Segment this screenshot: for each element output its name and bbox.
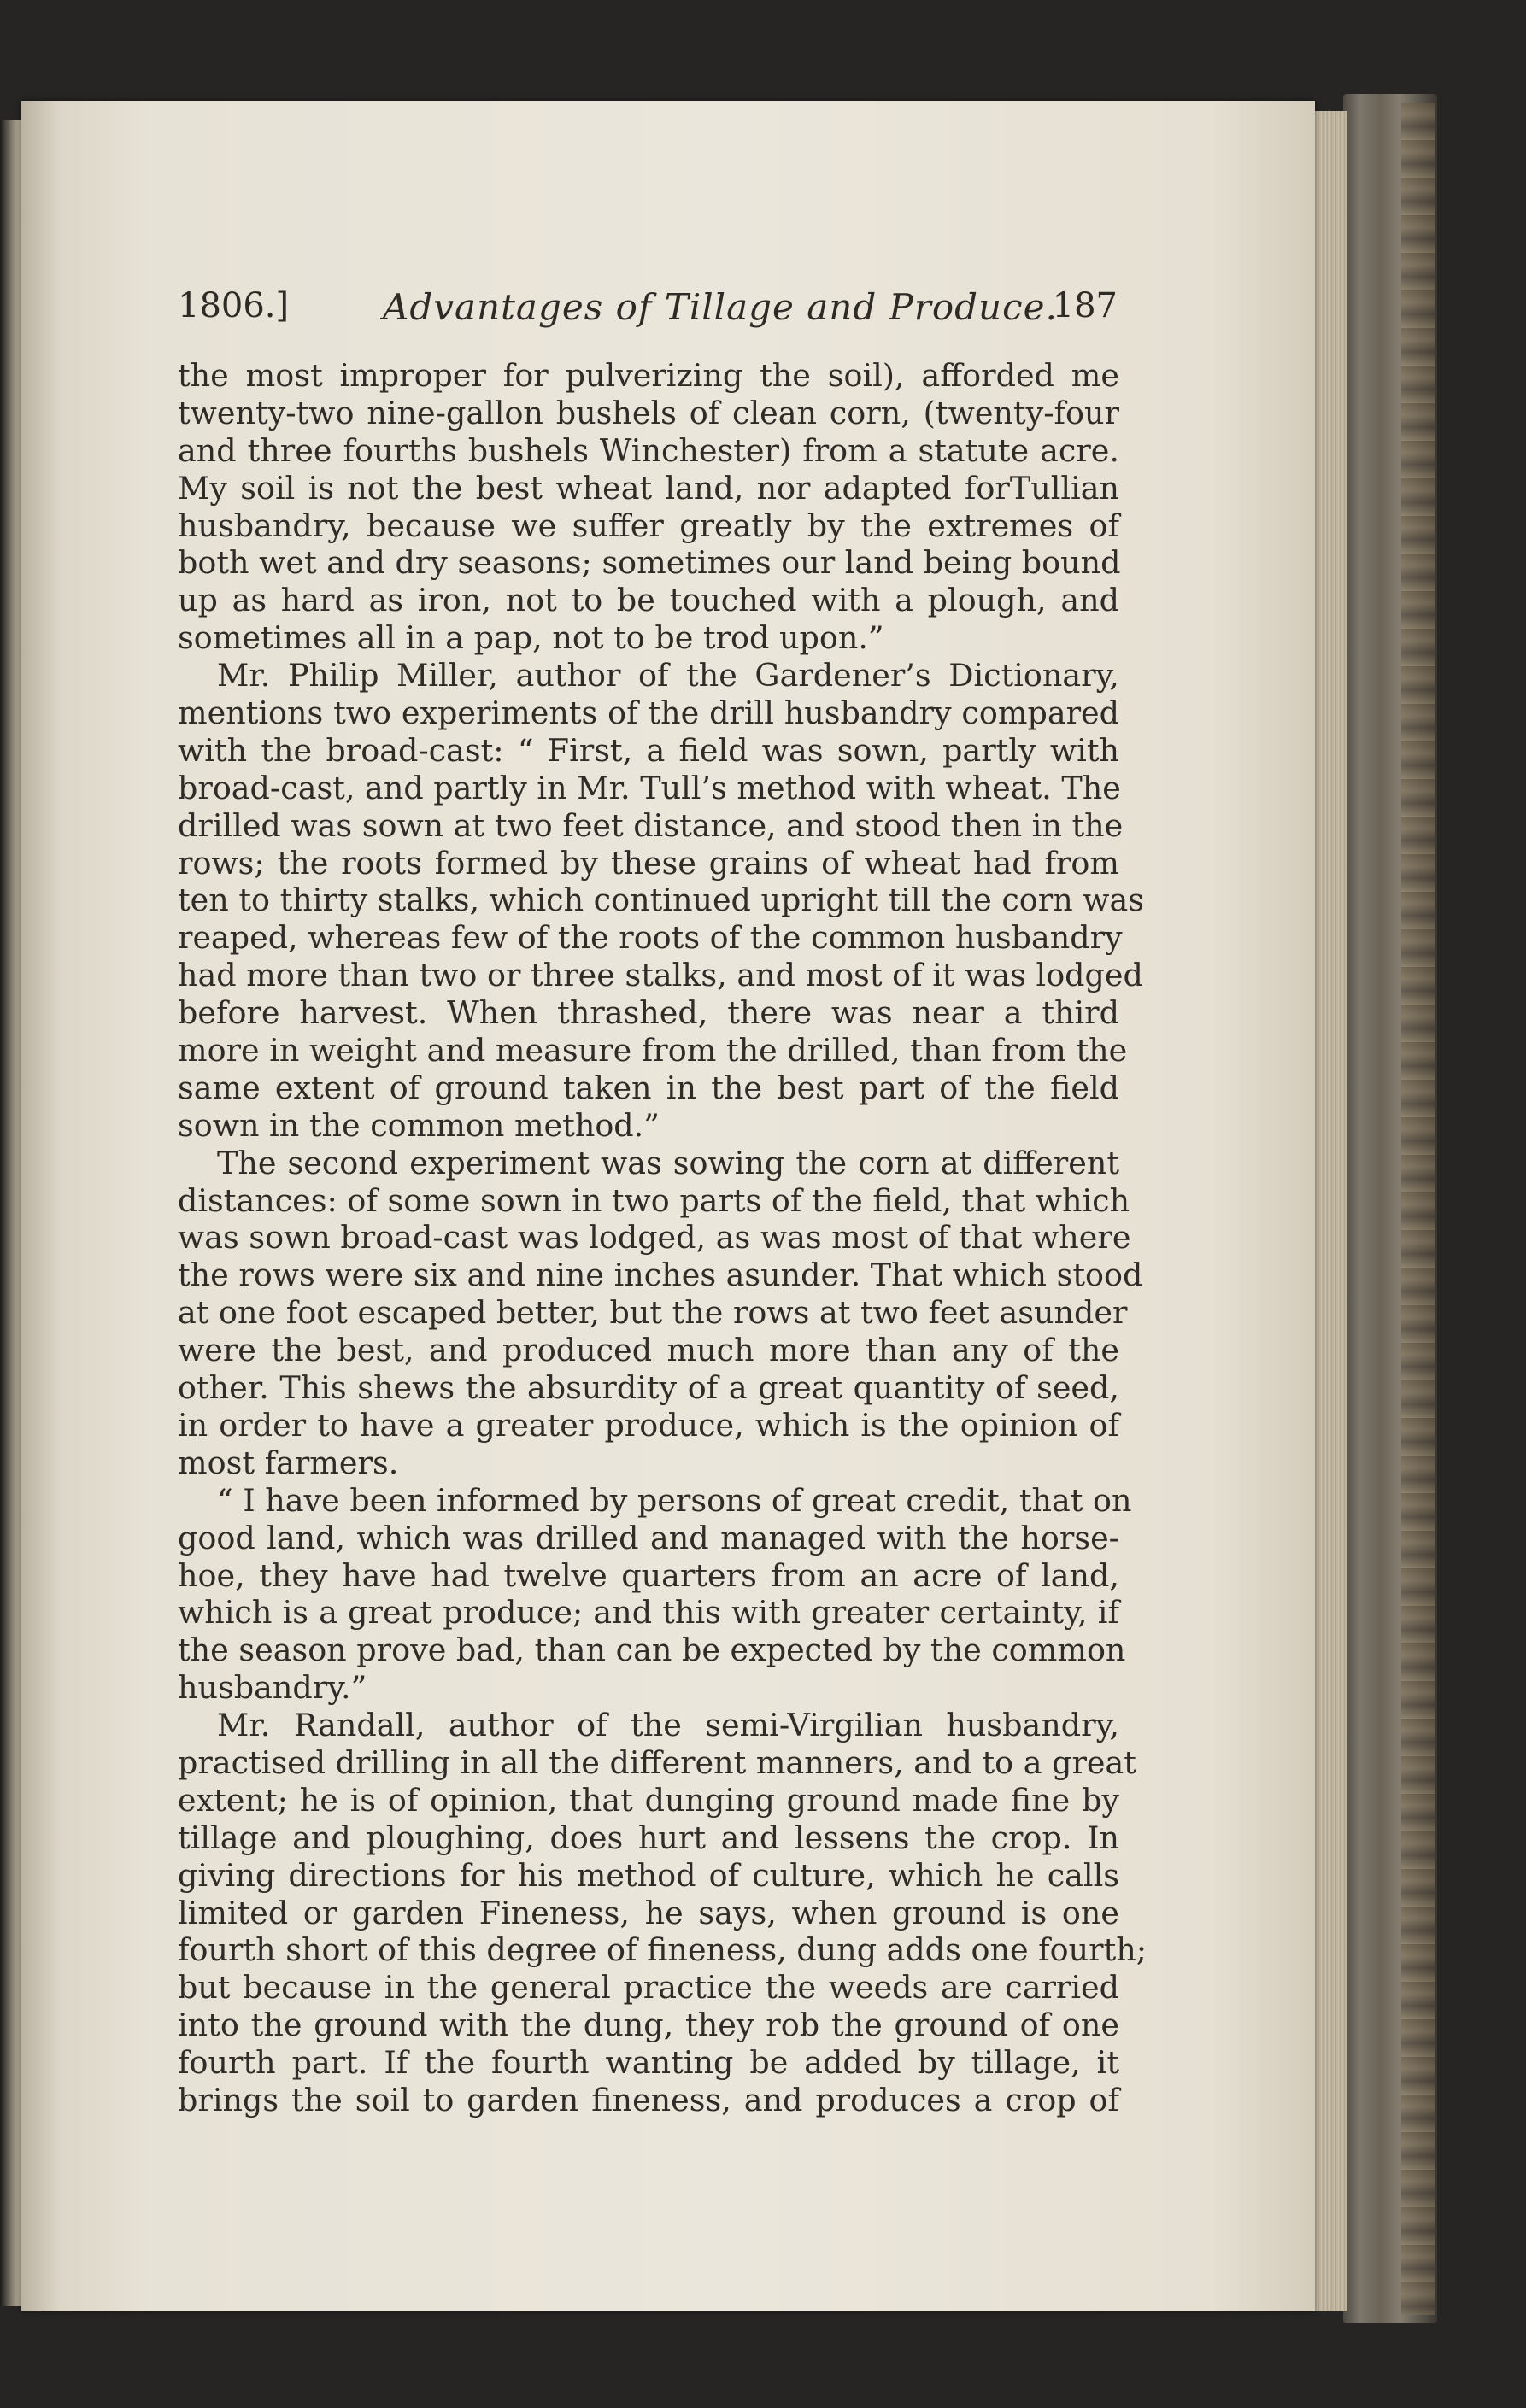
text-line: reaped, whereas few of the roots of the common husbandry	[178, 919, 1123, 957]
text-line: My soil is not the best wheat land, nor adapted forTullian	[178, 469, 1119, 507]
text-line: were the best, and produced much more than any of the	[178, 1332, 1119, 1369]
text-line: other. This shews the absurdity of a great quantity of seed,	[178, 1369, 1119, 1407]
text-line: fourth part. If the fourth wanting be added by tillage, it	[178, 2044, 1119, 2082]
text-line: had more than two or three stalks, and most of it was lodged	[178, 957, 1143, 994]
cover-edge-texture	[1401, 103, 1435, 2315]
text-line: most farmers.	[178, 1444, 399, 1481]
header-title: Advantages of Tillage and Produce.	[383, 286, 1058, 328]
text-line: husbandry, because we suffer greatly by the extremes of	[178, 507, 1119, 544]
text-line: distances: of some sown in two parts of the field, that which	[178, 1181, 1130, 1219]
text-line: tillage and ploughing, does hurt and lessens the crop. In	[178, 1819, 1119, 1856]
page-number: 187	[1052, 286, 1118, 325]
text-line: both wet and dry seasons; sometimes our land being bound	[178, 544, 1121, 582]
text-line: at one foot escaped better, but the rows at two feet asunder	[178, 1294, 1128, 1332]
text-line: in order to have a greater produce, which is the opinion of	[178, 1406, 1119, 1444]
running-header	[178, 286, 1118, 337]
text-line: which is a great produce; and this with greater certainty, if	[178, 1594, 1119, 1632]
text-line: extent; he is of opinion, that dunging ground made fine by	[178, 1781, 1119, 1819]
text-line: mentions two experiments of the drill husbandry compared	[178, 694, 1119, 732]
text-line: The second experiment was sowing the corn at different	[217, 1144, 1119, 1181]
text-line: but because in the general practice the weeds are carried	[178, 1969, 1119, 2007]
text-line: fourth short of this degree of fineness, dung adds one fourth;	[178, 1931, 1147, 1969]
text-line: twenty-two nine-gallon bushels of clean corn, (twenty-four	[178, 394, 1119, 431]
text-line: drilled was sown at two feet distance, and stood then in the	[178, 806, 1124, 844]
previous-page-edge	[0, 120, 22, 2306]
text-line: before harvest. When thrashed, there was near a third	[178, 994, 1119, 1032]
text-line: “ I have been informed by persons of great credit, that on	[217, 1481, 1132, 1519]
text-line: the season prove bad, than can be expected by the common	[178, 1632, 1126, 1669]
text-line: Mr. Philip Miller, author of the Gardener’s Dictionary,	[217, 657, 1119, 694]
text-line: hoe, they have had twelve quarters from an acre of land,	[178, 1556, 1119, 1594]
text-line: the rows were six and nine inches asunder. That which stood	[178, 1257, 1143, 1294]
text-line: broad-cast, and partly in Mr. Tull’s method with wheat. The	[178, 769, 1121, 806]
text-line: same extent of ground taken in the best part of the field	[178, 1069, 1119, 1106]
text-line: and three fourths bushels Winchester) from a statute acre.	[178, 431, 1119, 469]
text-line: more in weight and measure from the drilled, than from the	[178, 1032, 1128, 1069]
text-line: into the ground with the dung, they rob the ground of one	[178, 2007, 1119, 2044]
text-line: giving directions for his method of culture, which he calls	[178, 1856, 1119, 1894]
text-line: practised drilling in all the different manners, and to a great	[178, 1743, 1136, 1781]
text-line: the most improper for pulverizing the soil), afforded me	[178, 357, 1119, 394]
header-year: 1806.]	[178, 286, 290, 325]
text-line: Mr. Randall, author of the semi-Virgilian husbandry,	[217, 1707, 1119, 1744]
text-line: limited or garden Fineness, he says, when ground is one	[178, 1894, 1119, 1931]
text-line: sown in the common method.”	[178, 1106, 660, 1144]
body-text	[178, 357, 1147, 2119]
text-line: with the broad-cast: “ First, a field was sown, partly with	[178, 731, 1119, 769]
text-line: brings the soil to garden fineness, and produces a crop of	[178, 2081, 1119, 2118]
text-line: sometimes all in a pap, not to be trod upon.”	[178, 619, 884, 657]
text-line: husbandry.”	[178, 1669, 367, 1707]
text-line: rows; the roots formed by these grains of wheat had from	[178, 844, 1119, 882]
text-line: ten to thirty stalks, which continued upright till the corn was	[178, 882, 1145, 919]
text-line: good land, which was drilled and managed with the horse-	[178, 1519, 1119, 1556]
text-line: up as hard as iron, not to be touched with a plough, and	[178, 582, 1119, 619]
text-line: was sown broad-cast was lodged, as was most of that where	[178, 1219, 1131, 1257]
